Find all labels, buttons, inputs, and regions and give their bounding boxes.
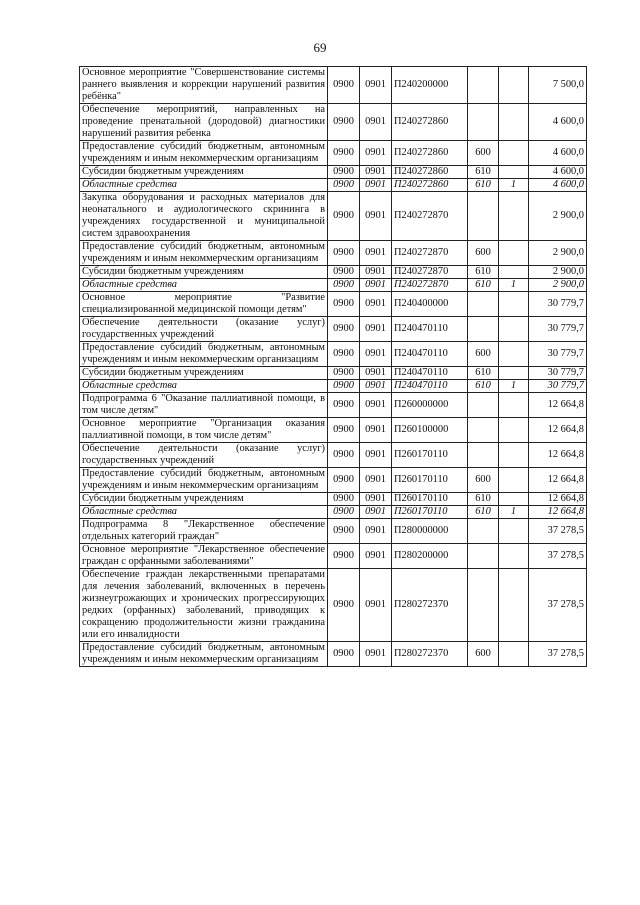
- amount: 12 664,8: [529, 393, 587, 418]
- funding-source-code: [499, 443, 529, 468]
- target-article-code: П240272870: [392, 192, 468, 241]
- target-article-code: П240272860: [392, 166, 468, 179]
- expense-type-code: [468, 317, 499, 342]
- target-article-code: П240200000: [392, 67, 468, 104]
- section-code: 0901: [360, 292, 392, 317]
- table-row: [80, 544, 587, 569]
- funding-source-code: [499, 367, 529, 380]
- table-row: [80, 519, 587, 544]
- dept-code: 0900: [328, 519, 360, 544]
- table-row: [80, 468, 587, 493]
- expense-type-code: 610: [468, 266, 499, 279]
- table-row: [80, 380, 587, 393]
- row-name: Основное мероприятие "Лекарственное обеспечение граждан с орфанными заболеваниями": [80, 544, 328, 569]
- funding-source-code: [499, 342, 529, 367]
- table-row: [80, 443, 587, 468]
- funding-source-code: [499, 317, 529, 342]
- funding-source-code: [499, 292, 529, 317]
- funding-source-code: [499, 104, 529, 141]
- target-article-code: П280200000: [392, 544, 468, 569]
- section-code: 0901: [360, 569, 392, 642]
- row-name: Предоставление субсидий бюджетным, автономным учреждениям и иным некоммерческим организациям: [80, 642, 328, 667]
- row-name: Областные средства: [80, 179, 328, 192]
- dept-code: 0900: [328, 279, 360, 292]
- table-row: [80, 192, 587, 241]
- dept-code: 0900: [328, 443, 360, 468]
- table-row: [80, 317, 587, 342]
- dept-code: 0900: [328, 367, 360, 380]
- section-code: 0901: [360, 266, 392, 279]
- row-name: Областные средства: [80, 380, 328, 393]
- section-code: 0901: [360, 380, 392, 393]
- section-code: 0901: [360, 393, 392, 418]
- target-article-code: П280272370: [392, 569, 468, 642]
- dept-code: 0900: [328, 642, 360, 667]
- amount: 30 779,7: [529, 292, 587, 317]
- expense-type-code: 610: [468, 506, 499, 519]
- expense-type-code: 610: [468, 380, 499, 393]
- row-name: Субсидии бюджетным учреждениям: [80, 493, 328, 506]
- section-code: 0901: [360, 544, 392, 569]
- table-row: [80, 493, 587, 506]
- target-article-code: П240470110: [392, 342, 468, 367]
- row-name: Обеспечение мероприятий, направленных на проведение пренатальной (дородовой) диагностики нарушений развития ребенка: [80, 104, 328, 141]
- dept-code: 0900: [328, 166, 360, 179]
- dept-code: 0900: [328, 506, 360, 519]
- dept-code: 0900: [328, 468, 360, 493]
- budget-table: [79, 66, 587, 667]
- expense-type-code: 600: [468, 468, 499, 493]
- row-name: Предоставление субсидий бюджетным, автономным учреждениям и иным некоммерческим организациям: [80, 468, 328, 493]
- row-name: Подпрограмма 8 "Лекарственное обеспечение отдельных категорий граждан": [80, 519, 328, 544]
- table-row: [80, 393, 587, 418]
- funding-source-code: [499, 166, 529, 179]
- amount: 12 664,8: [529, 506, 587, 519]
- funding-source-code: [499, 519, 529, 544]
- dept-code: 0900: [328, 544, 360, 569]
- section-code: 0901: [360, 279, 392, 292]
- funding-source-code: [499, 141, 529, 166]
- table-row: [80, 141, 587, 166]
- dept-code: 0900: [328, 393, 360, 418]
- row-name: Субсидии бюджетным учреждениям: [80, 166, 328, 179]
- expense-type-code: [468, 393, 499, 418]
- amount: 4 600,0: [529, 166, 587, 179]
- section-code: 0901: [360, 506, 392, 519]
- dept-code: 0900: [328, 241, 360, 266]
- amount: 2 900,0: [529, 279, 587, 292]
- section-code: 0901: [360, 468, 392, 493]
- amount: 30 779,7: [529, 380, 587, 393]
- expense-type-code: 600: [468, 342, 499, 367]
- dept-code: 0900: [328, 418, 360, 443]
- amount: 12 664,8: [529, 493, 587, 506]
- section-code: 0901: [360, 67, 392, 104]
- page-number: 69: [313, 40, 327, 55]
- dept-code: 0900: [328, 266, 360, 279]
- expense-type-code: 610: [468, 279, 499, 292]
- funding-source-code: [499, 544, 529, 569]
- funding-source-code: [499, 67, 529, 104]
- amount: 12 664,8: [529, 418, 587, 443]
- section-code: 0901: [360, 192, 392, 241]
- expense-type-code: [468, 192, 499, 241]
- table-row: [80, 67, 587, 104]
- section-code: 0901: [360, 141, 392, 166]
- row-name: Предоставление субсидий бюджетным, автономным учреждениям и иным некоммерческим организациям: [80, 342, 328, 367]
- table-row: [80, 241, 587, 266]
- dept-code: 0900: [328, 317, 360, 342]
- expense-type-code: [468, 418, 499, 443]
- target-article-code: П280000000: [392, 519, 468, 544]
- table-row: [80, 569, 587, 642]
- target-article-code: П240470110: [392, 367, 468, 380]
- section-code: 0901: [360, 443, 392, 468]
- amount: 12 664,8: [529, 443, 587, 468]
- target-article-code: П260170110: [392, 443, 468, 468]
- target-article-code: П240272860: [392, 104, 468, 141]
- amount: 37 278,5: [529, 544, 587, 569]
- funding-source-code: [499, 468, 529, 493]
- row-name: Областные средства: [80, 279, 328, 292]
- expense-type-code: 610: [468, 166, 499, 179]
- dept-code: 0900: [328, 67, 360, 104]
- row-name: Основное мероприятие "Совершенствование системы раннего выявления и коррекции нарушений развития ребёнка": [80, 67, 328, 104]
- funding-source-code: 1: [499, 279, 529, 292]
- row-name: Подпрограмма 6 "Оказание паллиативной помощи, в том числе детям": [80, 393, 328, 418]
- target-article-code: П260170110: [392, 493, 468, 506]
- row-name: Областные средства: [80, 506, 328, 519]
- dept-code: 0900: [328, 380, 360, 393]
- amount: 2 900,0: [529, 241, 587, 266]
- row-name: Предоставление субсидий бюджетным, автономным учреждениям и иным некоммерческим организациям: [80, 141, 328, 166]
- section-code: 0901: [360, 179, 392, 192]
- expense-type-code: 610: [468, 179, 499, 192]
- dept-code: 0900: [328, 104, 360, 141]
- funding-source-code: 1: [499, 506, 529, 519]
- amount: 2 900,0: [529, 266, 587, 279]
- funding-source-code: [499, 418, 529, 443]
- amount: 30 779,7: [529, 367, 587, 380]
- row-name: Субсидии бюджетным учреждениям: [80, 266, 328, 279]
- amount: 37 278,5: [529, 642, 587, 667]
- table-row: [80, 642, 587, 667]
- table-row: [80, 179, 587, 192]
- dept-code: 0900: [328, 141, 360, 166]
- section-code: 0901: [360, 104, 392, 141]
- funding-source-code: 1: [499, 380, 529, 393]
- funding-source-code: [499, 642, 529, 667]
- row-name: Обеспечение деятельности (оказание услуг) государственных учреждений: [80, 443, 328, 468]
- target-article-code: П260100000: [392, 418, 468, 443]
- table-row: [80, 266, 587, 279]
- table-row: [80, 506, 587, 519]
- expense-type-code: [468, 569, 499, 642]
- funding-source-code: [499, 493, 529, 506]
- target-article-code: П240470110: [392, 317, 468, 342]
- dept-code: 0900: [328, 342, 360, 367]
- target-article-code: П260170110: [392, 468, 468, 493]
- row-name: Субсидии бюджетным учреждениям: [80, 367, 328, 380]
- target-article-code: П240272870: [392, 279, 468, 292]
- expense-type-code: [468, 443, 499, 468]
- funding-source-code: [499, 241, 529, 266]
- target-article-code: П260170110: [392, 506, 468, 519]
- row-name: Закупка оборудования и расходных материалов для неонатального и аудиологического скрининга в учреждениях государственной и муниципальной систем здравоохранения: [80, 192, 328, 241]
- section-code: 0901: [360, 493, 392, 506]
- budget-table-body: [80, 67, 587, 667]
- amount: 2 900,0: [529, 192, 587, 241]
- table-row: [80, 418, 587, 443]
- table-row: [80, 292, 587, 317]
- target-article-code: П240272860: [392, 141, 468, 166]
- table-row: [80, 342, 587, 367]
- section-code: 0901: [360, 241, 392, 266]
- row-name: Основное мероприятие "Организация оказания паллиативной помощи, в том числе детям": [80, 418, 328, 443]
- section-code: 0901: [360, 418, 392, 443]
- dept-code: 0900: [328, 493, 360, 506]
- table-row: [80, 279, 587, 292]
- section-code: 0901: [360, 367, 392, 380]
- amount: 30 779,7: [529, 342, 587, 367]
- amount: 4 600,0: [529, 179, 587, 192]
- target-article-code: П280272370: [392, 642, 468, 667]
- expense-type-code: [468, 519, 499, 544]
- target-article-code: П240272860: [392, 179, 468, 192]
- section-code: 0901: [360, 166, 392, 179]
- amount: 30 779,7: [529, 317, 587, 342]
- funding-source-code: [499, 266, 529, 279]
- target-article-code: П240272870: [392, 266, 468, 279]
- target-article-code: П240272870: [392, 241, 468, 266]
- amount: 4 600,0: [529, 104, 587, 141]
- dept-code: 0900: [328, 179, 360, 192]
- funding-source-code: [499, 393, 529, 418]
- section-code: 0901: [360, 342, 392, 367]
- amount: 4 600,0: [529, 141, 587, 166]
- dept-code: 0900: [328, 192, 360, 241]
- funding-source-code: 1: [499, 179, 529, 192]
- table-row: [80, 166, 587, 179]
- target-article-code: П240400000: [392, 292, 468, 317]
- expense-type-code: 600: [468, 241, 499, 266]
- expense-type-code: [468, 544, 499, 569]
- funding-source-code: [499, 569, 529, 642]
- expense-type-code: 610: [468, 367, 499, 380]
- target-article-code: П260000000: [392, 393, 468, 418]
- expense-type-code: [468, 292, 499, 317]
- section-code: 0901: [360, 317, 392, 342]
- amount: 12 664,8: [529, 468, 587, 493]
- section-code: 0901: [360, 642, 392, 667]
- dept-code: 0900: [328, 292, 360, 317]
- amount: 7 500,0: [529, 67, 587, 104]
- expense-type-code: [468, 67, 499, 104]
- funding-source-code: [499, 192, 529, 241]
- amount: 37 278,5: [529, 569, 587, 642]
- expense-type-code: 600: [468, 642, 499, 667]
- table-row: [80, 367, 587, 380]
- row-name: Обеспечение граждан лекарственными препаратами для лечения заболеваний, включенных в перечень жизнеугрожающих и хронических прогрессирующих редких (орфанных) заболеваний, приводящих к сокращению продолжительности жизни гражданина или его инвалидности: [80, 569, 328, 642]
- expense-type-code: [468, 104, 499, 141]
- expense-type-code: 600: [468, 141, 499, 166]
- row-name: Обеспечение деятельности (оказание услуг) государственных учреждений: [80, 317, 328, 342]
- section-code: 0901: [360, 519, 392, 544]
- dept-code: 0900: [328, 569, 360, 642]
- expense-type-code: 610: [468, 493, 499, 506]
- row-name: Предоставление субсидий бюджетным, автономным учреждениям и иным некоммерческим организациям: [80, 241, 328, 266]
- target-article-code: П240470110: [392, 380, 468, 393]
- row-name: Основное мероприятие "Развитие специализированной медицинской помощи детям": [80, 292, 328, 317]
- table-row: [80, 104, 587, 141]
- amount: 37 278,5: [529, 519, 587, 544]
